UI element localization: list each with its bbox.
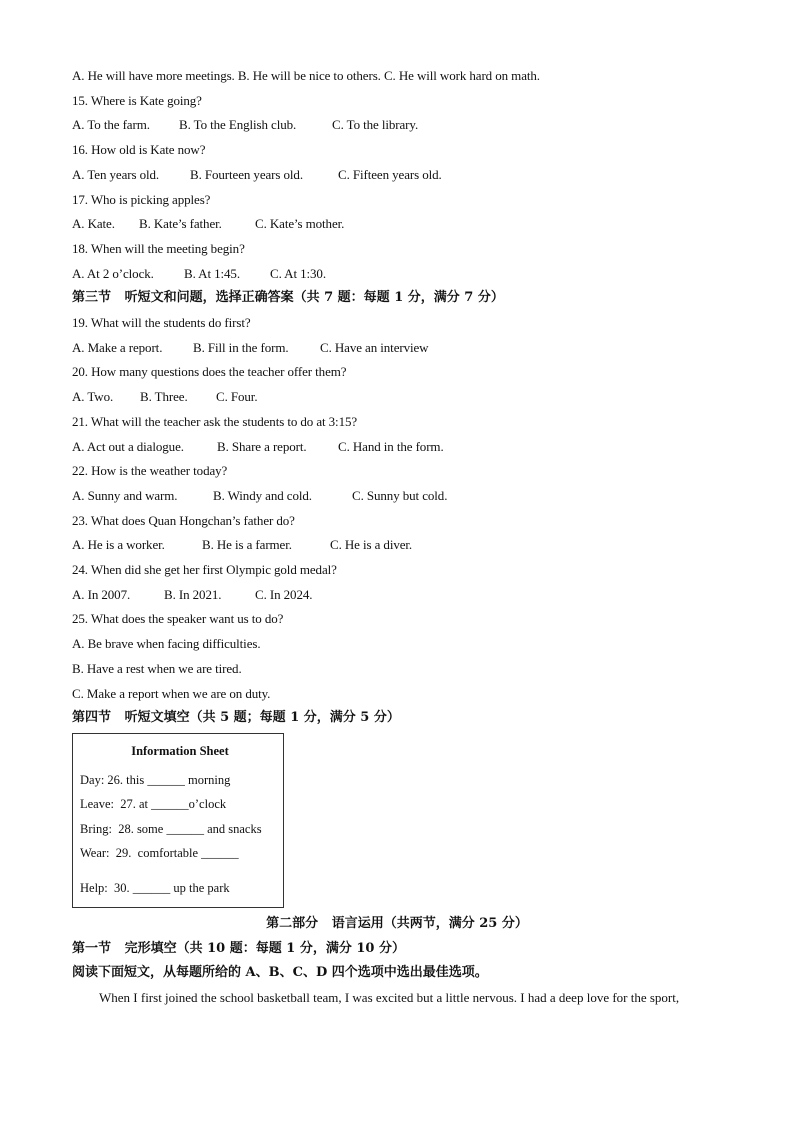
question-text: 21. What will the teacher ask the students to do at 3:15?: [72, 413, 358, 429]
option-b: B. In 2021.: [164, 586, 222, 602]
option-b: B. Fourteen years old.: [190, 166, 303, 182]
question-block-15: [72, 89, 732, 138]
option-a: A. Kate.: [72, 216, 115, 232]
option-c: C. Kate’s mother.: [255, 216, 345, 232]
option-a: A. Ten years old.: [72, 166, 160, 182]
option-c: C. Fifteen years old.: [338, 166, 442, 182]
option-b: B. Fill in the form.: [193, 339, 289, 355]
option-b: B. Windy and cold.: [213, 487, 312, 503]
question-text: 20. How many questions does the teacher offer them?: [72, 364, 347, 380]
option-b: B. Share a report.: [217, 438, 307, 454]
option-c: C. Sunny but cold.: [352, 487, 448, 503]
question-block-18: [72, 237, 732, 286]
option-b: B. Kate’s father.: [139, 216, 222, 232]
passage-first-line: When I first joined the school basketball team, I was excited but a little nervous. I had a deep love for the sport,: [99, 990, 680, 1006]
information-sheet-box: [72, 733, 284, 908]
question-block-23: [72, 509, 732, 558]
info-row-leave: Leave: 27. at ______o’clock: [80, 797, 227, 812]
option-a: A. In 2007.: [72, 586, 131, 602]
exam-page: [72, 64, 732, 1011]
part2-heading: 第二部分 语言运用（共两节，满分 25 分）: [266, 915, 528, 931]
info-row-bring: Bring: 28. some ______ and snacks: [80, 821, 262, 836]
question-options: [72, 262, 732, 287]
question-block-21: [72, 410, 732, 459]
option-a: A. To the farm.: [72, 117, 150, 133]
info-row-wear: Wear: 29. comfortable ______: [80, 846, 239, 861]
option-a: A. Be brave when facing difficulties.: [72, 636, 261, 652]
question-options: [72, 113, 732, 138]
question-block-25: [72, 607, 732, 706]
question-options: [72, 484, 732, 509]
question-text: 22. How is the weather today?: [72, 463, 228, 479]
question-options: [72, 435, 732, 460]
option-c: C. Hand in the form.: [338, 438, 444, 454]
part2-instruction: 阅读下面短文，从每题所给的 A、B、C、D 四个选项中选出最佳选项。: [72, 965, 488, 981]
question-text: 23. What does Quan Hongchan’s father do?: [72, 512, 295, 528]
part2-section1-heading: 第一节 完形填空（共 10 题：每题 1 分，满分 10 分）: [72, 940, 405, 956]
option-c: C. Make a report when we are on duty.: [72, 685, 271, 701]
q14-options: A. He will have more meetings. B. He will be nice to others. C. He will work hard on math.: [72, 68, 540, 83]
question-text: 19. What will the students do first?: [72, 315, 251, 331]
option-c: C. Have an interview: [320, 339, 429, 355]
option-a: A. Sunny and warm.: [72, 487, 178, 503]
option-c: C. In 2024.: [255, 586, 313, 602]
question-options: [72, 212, 732, 237]
option-c: C. Four.: [216, 389, 258, 405]
question-block-24: [72, 558, 732, 607]
option-c: C. He is a diver.: [330, 537, 413, 553]
section4-heading: 第四节 听短文填空（共 5 题；每题 1 分，满分 5 分）: [72, 710, 400, 726]
section3-heading: 第三节 听短文和问题，选择正确答案（共 7 题：每题 1 分，满分 7 分）: [72, 290, 504, 306]
question-block-17: [72, 188, 732, 237]
option-a: A. Act out a dialogue.: [72, 438, 184, 454]
question-block-16: [72, 138, 732, 187]
option-b: B. Three.: [140, 389, 188, 405]
question-text: 16. How old is Kate now?: [72, 142, 206, 158]
option-b: B. He is a farmer.: [202, 537, 292, 553]
question-options: [72, 583, 732, 608]
option-a: A. He is a worker.: [72, 537, 165, 553]
question-block-20: [72, 360, 732, 409]
question-options: [72, 533, 732, 558]
information-sheet-title: Information Sheet: [131, 743, 229, 758]
option-b: B. Have a rest when we are tired.: [72, 660, 242, 676]
question-block-22: [72, 459, 732, 508]
question-options: [72, 385, 732, 410]
option-a: A. Make a report.: [72, 339, 163, 355]
option-c: C. To the library.: [332, 117, 419, 133]
question-text: 24. When did she get her first Olympic gold medal?: [72, 562, 337, 578]
info-row-help: Help: 30. ______ up the park: [80, 880, 230, 895]
question-text: 25. What does the speaker want us to do?: [72, 611, 284, 627]
question-text: 17. Who is picking apples?: [72, 191, 211, 207]
option-b: B. To the English club.: [179, 117, 297, 133]
option-b: B. At 1:45.: [184, 265, 240, 281]
question-options: [72, 336, 732, 361]
option-a: A. Two.: [72, 389, 114, 405]
option-a: A. At 2 o’clock.: [72, 265, 154, 281]
info-row-day: Day: 26. this ______ morning: [80, 772, 231, 787]
question-text: 15. Where is Kate going?: [72, 92, 202, 108]
question-options: [72, 163, 732, 188]
option-c: C. At 1:30.: [270, 265, 326, 281]
question-text: 18. When will the meeting begin?: [72, 240, 245, 256]
question-block-19: [72, 311, 732, 360]
